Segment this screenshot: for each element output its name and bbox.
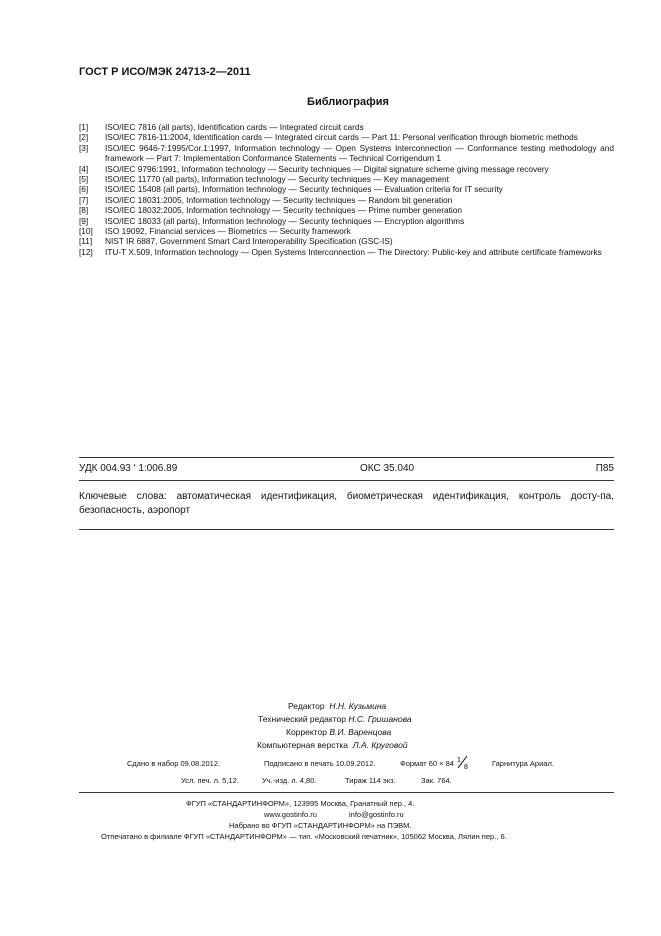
credit-label: Редактор xyxy=(288,701,325,711)
divider xyxy=(79,457,614,458)
bib-item xyxy=(79,226,614,236)
bib-item xyxy=(79,236,614,246)
bib-item-text: ISO/IEC 18032:2005, Information technology — Security techniques — Prime number generation xyxy=(105,205,462,216)
print-signed: Подписано в печать 10.09.2012. xyxy=(264,759,376,768)
print-font: Гарнитура Ариал. xyxy=(492,759,554,768)
credit-name: Н.С. Гришанова xyxy=(348,714,412,724)
bib-item-text: ISO/IEC 7816-11:2004, Identification cards — Integrated circuit cards — Part 11: Personal verification through biometric methods xyxy=(105,132,578,143)
document-header: ГОСТ Р ИСО/МЭК 24713-2—2011 xyxy=(79,66,251,78)
bib-item-number: [10] xyxy=(79,226,93,237)
bib-item xyxy=(79,164,614,174)
bib-item xyxy=(79,184,614,194)
bib-item-number: [5] xyxy=(79,174,89,185)
credit-corrector xyxy=(286,726,391,740)
keywords: Ключевые слова: автоматическая идентификация, биометрическая идентификация, контроль досту-па, безопасность, аэропорт xyxy=(79,491,614,516)
bib-item xyxy=(79,247,614,257)
bib-item-text: ISO/IEC 9646-7:1995/Cor.1:1997, Information technology — Open Systems Interconnection — Conformance testing methodology and framework — Part 7: Implementation Conformance Statements — Technical Corrigendum 1 xyxy=(105,142,614,164)
group-code: П85 xyxy=(595,463,614,474)
publisher-email: info@gostinfo.ru xyxy=(349,810,404,819)
publisher-address: ФГУП «СТАНДАРТИНФОРМ», 123995 Москва, Гранатный пер., 4. xyxy=(186,799,415,808)
credit-name: Л.А. Круговой xyxy=(352,740,408,750)
print-pub-sheets: Уч.-изд. л. 4,80. xyxy=(262,776,317,785)
bib-item-text: ISO/IEC 18033 (all parts), Information technology — Security techniques — Encryption algorithms xyxy=(105,215,465,226)
divider xyxy=(79,792,614,793)
print-order: Зак. 764. xyxy=(421,776,452,785)
print-submitted: Сдано в набор 09.08.2012. xyxy=(127,759,221,768)
bib-item-text: ISO/IEC 18031:2005, Information technology — Security techniques — Random bit generation xyxy=(105,194,453,205)
publisher-site: www.gostinfo.ru xyxy=(264,810,317,819)
print-format xyxy=(400,758,470,769)
credit-editor xyxy=(288,700,386,714)
bib-item xyxy=(79,216,614,226)
bib-item-number: [9] xyxy=(79,215,89,226)
publisher-printed: Отпечатано в филиале ФГУП «СТАНДАРТИНФОРМ» — тип. «Московский печатник», 105062 Москва, Лялин пер., 6. xyxy=(101,832,507,841)
credit-label: Технический редактор xyxy=(258,714,346,724)
bib-item-number: [2] xyxy=(79,132,89,143)
print-sheets: Усл. печ. л. 5,12. xyxy=(181,776,239,785)
bib-item-number: [8] xyxy=(79,205,89,216)
bib-item-number: [1] xyxy=(79,122,89,132)
divider xyxy=(79,480,614,481)
divider xyxy=(79,529,614,530)
credit-label: Корректор xyxy=(286,727,327,737)
bibliography-list xyxy=(79,122,614,257)
format-fraction xyxy=(456,758,470,768)
bib-item-number: [4] xyxy=(79,163,89,174)
bib-item xyxy=(79,143,614,164)
bib-item-text: ISO/IEC 9796:1991, Information technology — Security techniques — Digital signature scheme giving message recovery xyxy=(105,163,549,174)
credit-name: В.И. Варенцова xyxy=(329,727,392,737)
bib-item xyxy=(79,195,614,205)
udk-code: УДК 004.93 ' 1:006.89 xyxy=(79,463,178,474)
fraction-numerator: 1 xyxy=(457,757,461,764)
oks-code: ОКС 35.040 xyxy=(360,463,415,474)
bib-item-number: [11] xyxy=(79,236,93,247)
bib-item-text: ISO/IEC 7816 (all parts), Identification cards — Integrated circuit cards xyxy=(105,122,364,132)
bib-item-number: [7] xyxy=(79,194,89,205)
bib-item-text: NIST IR 6887, Government Smart Card Interoperability Specification (GSC-IS) xyxy=(105,236,393,247)
bib-item-text: ITU-T X.509, Information technology — Open Systems Interconnection — The Directory: Public-key and attribute certificate frameworks xyxy=(105,246,602,257)
fraction-denominator: 8 xyxy=(464,764,468,770)
bib-item-number: [6] xyxy=(79,184,89,195)
credit-name: Н.Н. Кузьмина xyxy=(329,701,387,711)
bib-item xyxy=(79,174,614,184)
bib-item-text: ISO/IEC 11770 (all parts), Information technology — Security techniques — Key management xyxy=(105,174,449,185)
credit-tech-editor xyxy=(258,713,412,727)
bibliography-title: Библиография xyxy=(307,96,389,108)
print-run: Тираж 114 экз. xyxy=(345,776,396,785)
bib-item xyxy=(79,122,614,132)
bib-item-number: [12] xyxy=(79,246,93,257)
bib-item xyxy=(79,205,614,215)
credit-layout xyxy=(257,739,408,753)
bib-item xyxy=(79,132,614,142)
credit-label: Компьютерная верстка xyxy=(257,740,349,750)
bib-item-number: [3] xyxy=(79,142,89,153)
bib-item-text: ISO/IEC 15408 (all parts), Information technology — Security techniques — Evaluation criteria for IT security xyxy=(105,184,503,195)
bib-item-text: ISO 19092, Financial services — Biometrics — Security framework xyxy=(105,226,351,237)
publisher-typeset: Набрано во ФГУП «СТАНДАРТИНФОРМ» на ПЭВМ. xyxy=(229,821,412,830)
print-format-text: Формат 60 × 84 xyxy=(400,759,454,768)
